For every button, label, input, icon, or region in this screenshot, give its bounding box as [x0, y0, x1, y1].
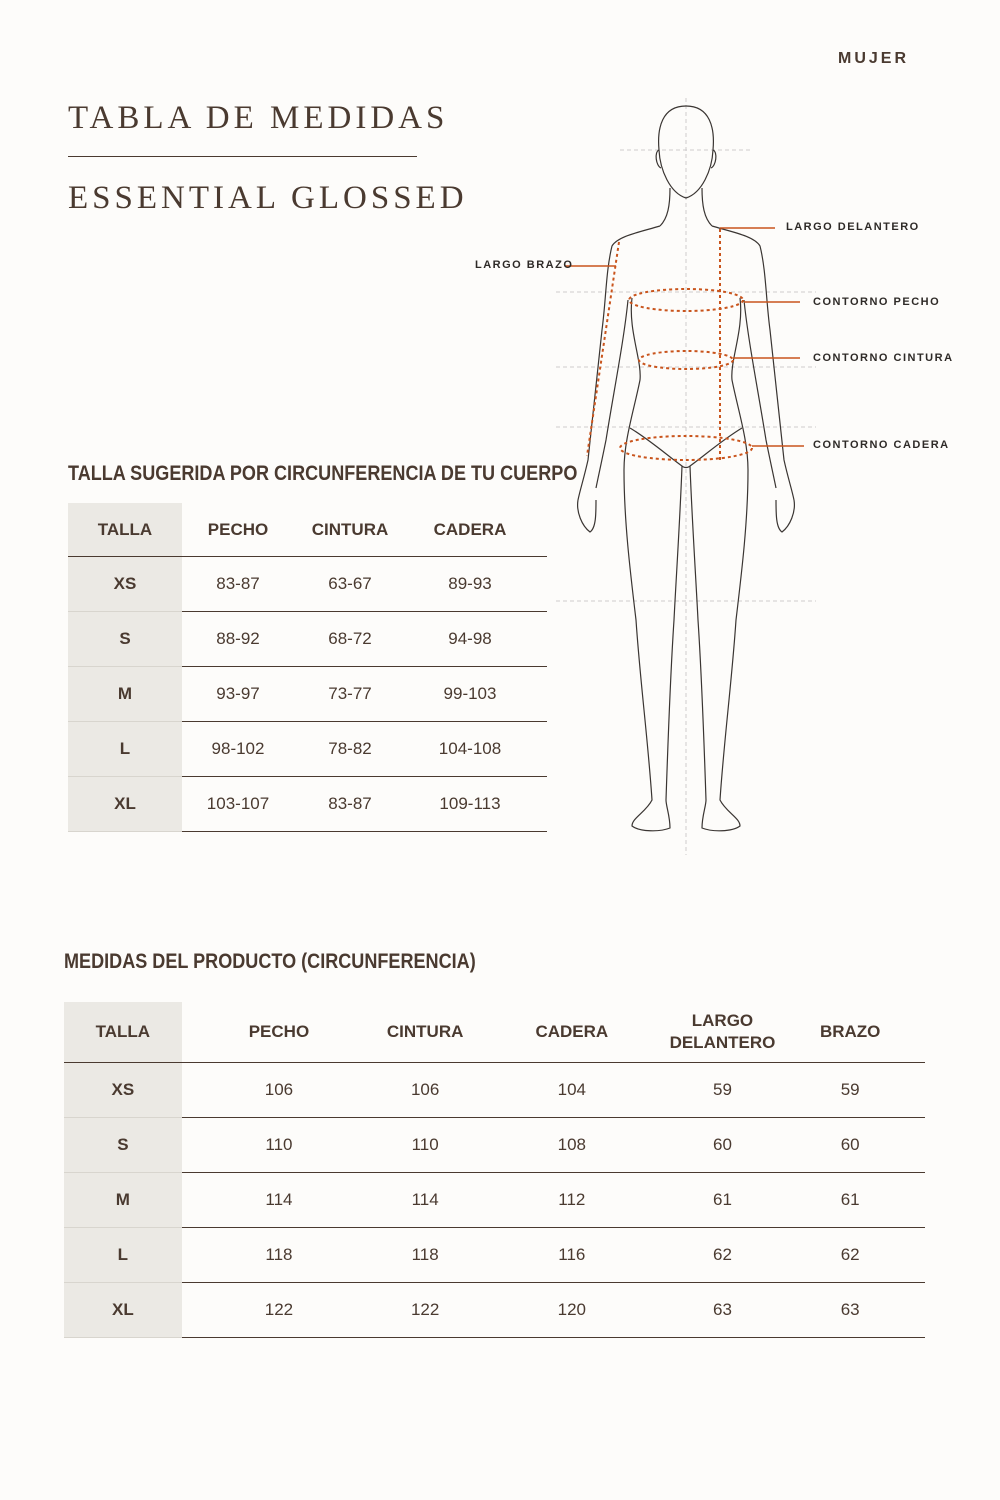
- table-cell: 110: [376, 1118, 474, 1173]
- table-cell: 60: [670, 1118, 776, 1173]
- table-cell: 112: [474, 1173, 669, 1228]
- size-cell: M: [64, 1173, 182, 1228]
- table-cell: 61: [670, 1173, 776, 1228]
- page-title: TABLA DE MEDIDAS: [68, 100, 449, 136]
- header-talla: TALLA: [64, 1002, 182, 1063]
- header-cintura: CINTURA: [294, 503, 406, 557]
- table-cell: 103-107: [182, 777, 294, 832]
- size-cell: L: [68, 722, 182, 777]
- table-cell: 99-103: [406, 667, 534, 722]
- table-cell: 63-67: [294, 557, 406, 612]
- table-cell: 122: [182, 1283, 376, 1338]
- label-largo-brazo: LARGO BRAZO: [475, 259, 574, 271]
- header-pecho: PECHO: [182, 1002, 376, 1063]
- label-largo-delantero: LARGO DELANTERO: [786, 221, 920, 233]
- body-size-table: [68, 503, 547, 832]
- table-cell: 62: [775, 1228, 925, 1283]
- label-contorno-cadera: CONTORNO CADERA: [813, 439, 950, 451]
- table-cell: 93-97: [182, 667, 294, 722]
- table-cell: 114: [182, 1173, 376, 1228]
- table-cell: 61: [775, 1173, 925, 1228]
- product-name: ESSENTIAL GLOSSED: [68, 180, 468, 216]
- table-cell: 94-98: [406, 612, 534, 667]
- table-row: [68, 612, 547, 667]
- table-cell: 109-113: [406, 777, 534, 832]
- table-cell: 63: [775, 1283, 925, 1338]
- size-cell: M: [68, 667, 182, 722]
- header-pecho: PECHO: [182, 503, 294, 557]
- table-row: [64, 1063, 925, 1118]
- size-cell: XS: [68, 557, 182, 612]
- table-cell: 114: [376, 1173, 474, 1228]
- table-row: [64, 1173, 925, 1228]
- table-cell: 106: [376, 1063, 474, 1118]
- size-cell: XL: [68, 777, 182, 832]
- table-cell: 89-93: [406, 557, 534, 612]
- product-table-title: MEDIDAS DEL PRODUCTO (CIRCUNFERENCIA): [64, 950, 476, 973]
- table-cell: 60: [775, 1118, 925, 1173]
- table-cell: 62: [670, 1228, 776, 1283]
- table-cell: 88-92: [182, 612, 294, 667]
- header-cadera: CADERA: [406, 503, 534, 557]
- label-contorno-pecho: CONTORNO PECHO: [813, 296, 941, 308]
- table-cell: 118: [376, 1228, 474, 1283]
- table-row: [64, 1283, 925, 1338]
- table-cell: 83-87: [294, 777, 406, 832]
- table-cell: 120: [474, 1283, 669, 1338]
- table-row: [68, 667, 547, 722]
- table-cell: 104: [474, 1063, 669, 1118]
- table-cell: 59: [670, 1063, 776, 1118]
- header-cadera: CADERA: [474, 1002, 669, 1063]
- table-row: [64, 1118, 925, 1173]
- table-cell: 73-77: [294, 667, 406, 722]
- header-cintura: CINTURA: [376, 1002, 474, 1063]
- table-cell: 104-108: [406, 722, 534, 777]
- table-header-row: [68, 503, 547, 557]
- table-cell: 108: [474, 1118, 669, 1173]
- header-talla: TALLA: [68, 503, 182, 557]
- table-row: [68, 557, 547, 612]
- table-cell: 59: [775, 1063, 925, 1118]
- table-cell: 118: [182, 1228, 376, 1283]
- product-measurements-table: [64, 1002, 925, 1338]
- table-cell: 116: [474, 1228, 669, 1283]
- table-cell: 98-102: [182, 722, 294, 777]
- size-cell: XS: [64, 1063, 182, 1118]
- size-cell: XL: [64, 1283, 182, 1338]
- table-cell: 63: [670, 1283, 776, 1338]
- table-header-row: [64, 1002, 925, 1063]
- gender-label: MUJER: [838, 50, 910, 67]
- table-cell: 106: [182, 1063, 376, 1118]
- body-table-title: TALLA SUGERIDA POR CIRCUNFERENCIA DE TU CUERPO: [68, 462, 578, 485]
- table-cell: 122: [376, 1283, 474, 1338]
- table-cell: 110: [182, 1118, 376, 1173]
- table-cell: 83-87: [182, 557, 294, 612]
- table-cell: 78-82: [294, 722, 406, 777]
- size-cell: L: [64, 1228, 182, 1283]
- table-cell: 68-72: [294, 612, 406, 667]
- table-row: [68, 722, 547, 777]
- table-row: [68, 777, 547, 832]
- header-brazo: BRAZO: [775, 1002, 925, 1063]
- table-row: [64, 1228, 925, 1283]
- size-cell: S: [68, 612, 182, 667]
- size-cell: S: [64, 1118, 182, 1173]
- label-contorno-cintura: CONTORNO CINTURA: [813, 352, 954, 364]
- header-largo-delantero: LARGO DELANTERO: [670, 1002, 776, 1063]
